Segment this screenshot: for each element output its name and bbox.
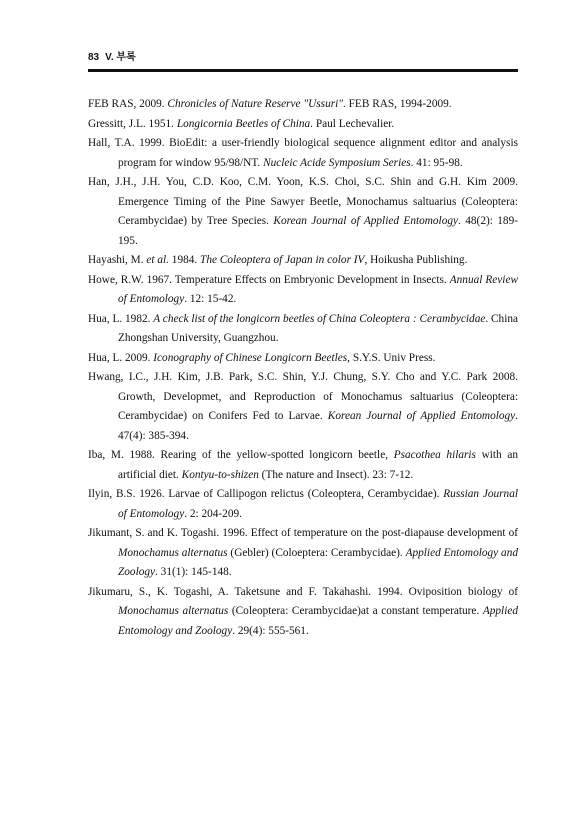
reference-text: Hall, T.A. 1999. BioEdit: a user-friendly biological sequence alignment editor and analysis program for window 95/98/NT.: [88, 137, 518, 169]
reference-text: Jikumant, S. and K. Togashi. 1996. Effect of temperature on the post-diapause development of: [88, 527, 518, 539]
reference-entry: [88, 271, 518, 310]
reference-entry: [88, 368, 518, 446]
reference-text: . FEB RAS, 1994-2009.: [343, 98, 452, 110]
reference-entry: [88, 251, 518, 271]
page-header: [88, 48, 518, 63]
reference-text: 1984.: [168, 254, 201, 266]
reference-entry: [88, 310, 518, 349]
reference-text: . 31(1): 145-148.: [155, 566, 232, 578]
reference-text: . 12: 15-42.: [184, 293, 237, 305]
reference-italic-text: Applied Entomology and Zoology: [118, 605, 518, 637]
reference-entry: [88, 95, 518, 115]
reference-entry: [88, 349, 518, 369]
reference-italic-text: Monochamus alternatus: [118, 546, 228, 559]
reference-italic-text: Korean Journal of Applied Entomology: [273, 215, 459, 227]
reference-text: . 47(4): 385-394.: [118, 410, 518, 442]
reference-text: Han, J.H., J.H. You, C.D. Koo, C.M. Yoon, K.S. Choi, S.C. Shin and G.H. Kim 2009. Emergence Timing of the Pine Sawyer Beetle, Monochamus saltuarius (Coleoptera: Cerambycidae) by Tree Species.: [88, 176, 518, 227]
page-number: 83: [88, 52, 100, 63]
reference-text: . 48(2): 189-195.: [118, 215, 518, 247]
reference-italic-text: Nucleic Acide Symposium Series: [263, 156, 411, 169]
reference-text: (The nature and Insect). 23: 7-12.: [258, 468, 414, 481]
reference-italic-text: Russian Journal of Entomology: [118, 488, 518, 520]
reference-text: Ilyin, B.S. 1926. Larvae of Callipogon relictus (Coleoptera, Cerambycidae).: [88, 488, 444, 500]
reference-italic-text: The Coleoptera of Japan in color IV: [200, 254, 365, 266]
reference-entry: [88, 583, 518, 642]
reference-text: . 41: 95-98.: [410, 156, 463, 169]
reference-text: , S.Y.S. Univ Press.: [347, 351, 436, 364]
reference-text: . 2: 204-209.: [184, 507, 242, 520]
reference-text: . 29(4): 555-561.: [232, 624, 309, 637]
reference-italic-text: A check list of the longicorn beetles of China Coleoptera : Cerambycidae: [153, 312, 486, 325]
reference-entry: [88, 446, 518, 485]
reference-text: Jikumaru, S., K. Togashi, A. Taketsune and F. Takahashi. 1994. Oviposition biology of: [88, 585, 518, 598]
reference-text: Hua, L. 1982.: [88, 312, 154, 325]
reference-italic-text: Psacothea hilaris: [393, 449, 476, 461]
reference-italic-text: Annual Review of Entomology: [118, 273, 518, 305]
reference-text: Hwang, I.C., J.H. Kim, J.B. Park, S.C. Shin, Y.J. Chung, S.Y. Cho and Y.C. Park 2008. Growth, Developmet, and Reproduction of Monochamus saltuarius (Coleoptera: Cerambycidae) on Conifers Fed to Larvae.: [88, 371, 518, 422]
reference-italic-text: et al.: [146, 254, 169, 266]
reference-text: . Paul Lechevalier.: [310, 117, 395, 130]
reference-italic-text: Kontyu-to-shizen: [181, 468, 259, 481]
reference-italic-text: Monochamus alternatus: [118, 605, 229, 617]
reference-text: (Gebler) (Coloeptera: Cerambycidae).: [227, 546, 406, 559]
running-head: [88, 48, 518, 63]
reference-entry: [88, 173, 518, 251]
reference-entry: [88, 524, 518, 583]
reference-text: FEB RAS, 2009.: [88, 98, 168, 110]
reference-entry: [88, 485, 518, 524]
reference-entry: [88, 134, 518, 173]
reference-text: Iba, M. 1988. Rearing of the yellow-spotted longicorn beetle,: [88, 449, 394, 461]
header-rule: [88, 69, 518, 72]
reference-text: . China Zhongshan University, Guangzhou.: [118, 312, 518, 344]
reference-text: Hayashi, M.: [88, 254, 147, 266]
reference-text: Hua, L. 2009.: [88, 351, 154, 364]
reference-text: Gressitt, J.L. 1951.: [88, 117, 177, 130]
reference-list: [88, 95, 518, 641]
reference-text: Howe, R.W. 1967. Temperature Effects on Embryonic Development in Insects.: [88, 273, 450, 286]
reference-italic-text: Applied Entomology and Zoology: [118, 546, 519, 578]
reference-text: with an artificial diet.: [118, 449, 519, 481]
reference-text: , Hoikusha Publishing.: [364, 254, 468, 266]
reference-italic-text: Korean Journal of Applied Entomology: [327, 410, 516, 422]
reference-italic-text: Longicornia Beetles of China: [176, 117, 311, 130]
section-title: V. 부록: [105, 52, 136, 63]
reference-italic-text: Chronicles of Nature Reserve "Ussuri": [167, 98, 343, 110]
reference-italic-text: Iconography of Chinese Longicorn Beetles: [153, 351, 348, 364]
reference-entry: [88, 115, 518, 135]
reference-text: (Coleoptera: Cerambycidae)at a constant temperature.: [228, 605, 483, 617]
